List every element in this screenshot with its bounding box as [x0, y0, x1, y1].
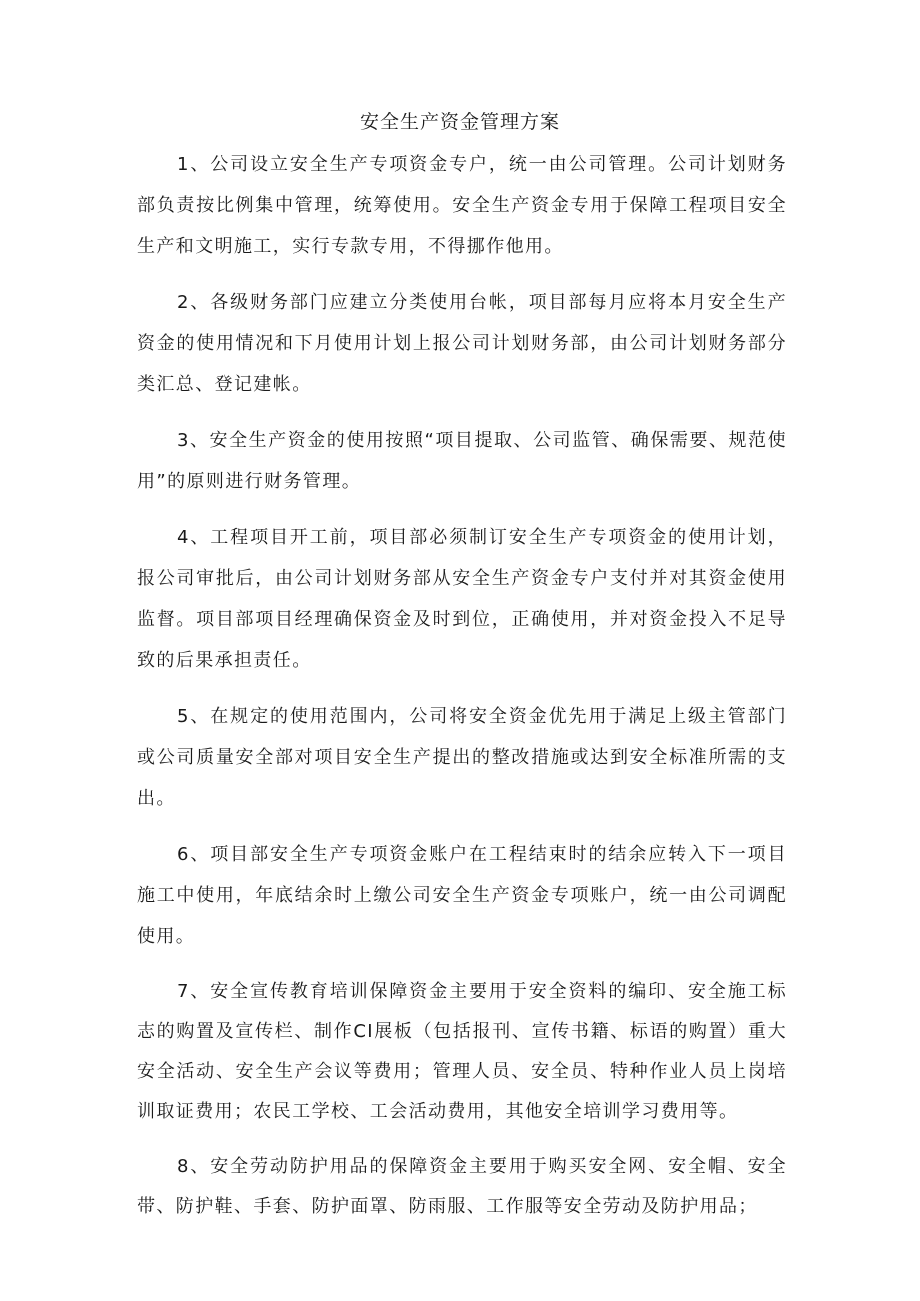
document-title: 安全生产资金管理方案 — [359, 111, 560, 133]
paragraph-2: 2、各级财务部门应建立分类使用台帐，项目部每月应将本月安全生产资金的使用情况和下月使用计划上报公司计划财务部，由公司计划财务部分类汇总、登记建帐。 — [137, 292, 787, 395]
paragraph-4: 4、工程项目开工前，项目部必须制订安全生产专项资金的使用计划，报公司审批后，由公司计划财务部从安全生产资金专户支付并对其资金使用监督。项目部项目经理确保资金及时到位，正确使用，并对资金投入不足导致的后果承担责任。 — [137, 527, 787, 671]
paragraph-7: 7、安全宣传教育培训保障资金主要用于安全资料的编印、安全施工标志的购置及宣传栏、制作CI展板（包括报刊、宣传书籍、标语的购置）重大安全活动、安全生产会议等费用；管理人员、安全员、特种作业人员上岗培训取证费用；农民工学校、工会活动费用，其他安全培训学习费用等。 — [137, 981, 787, 1122]
paragraph-5: 5、在规定的使用范围内，公司将安全资金优先用于满足上级主管部门或公司质量安全部对项目安全生产提出的整改措施或达到安全标准所需的支出。 — [137, 706, 787, 809]
document-body — [137, 144, 787, 1242]
paragraph-6: 6、项目部安全生产专项资金账户在工程结束时的结余应转入下一项目施工中使用，年底结余时上缴公司安全生产资金专项账户，统一由公司调配使用。 — [137, 844, 787, 947]
paragraph-3: 3、安全生产资金的使用按照“项目提取、公司监管、确保需要、规范使用”的原则进行财务管理。 — [137, 430, 787, 492]
paragraph-8: 8、安全劳动防护用品的保障资金主要用于购买安全网、安全帽、安全带、防护鞋、手套、防护面罩、防雨服、工作服等安全劳动及防护用品； — [137, 1156, 787, 1217]
paragraph-1: 1、公司设立安全生产专项资金专户，统一由公司管理。公司计划财务部负责按比例集中管理，统筹使用。安全生产资金专用于保障工程项目安全生产和文明施工，实行专款专用，不得挪作他用。 — [137, 154, 787, 257]
